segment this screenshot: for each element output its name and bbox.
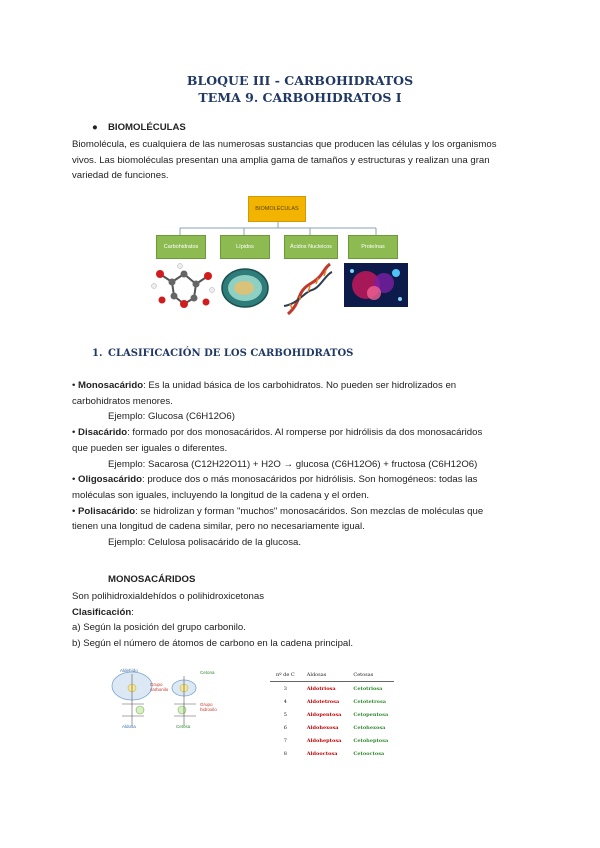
- aldosa-cell: Aldohexosa: [306, 724, 339, 731]
- term: Oligosacárido: [78, 474, 143, 486]
- term: Polisacárido: [78, 505, 136, 517]
- cetosa-cell: Cetotetrosa: [353, 698, 387, 705]
- lipid-image: [220, 264, 270, 310]
- monosacaridos-body: [72, 589, 502, 652]
- carbon-count-cell: 3: [283, 685, 287, 692]
- list-item-monosacarido: [72, 378, 500, 409]
- diagram-node-lipidos: Lípidos: [220, 235, 270, 259]
- list-item-disacarido: [72, 425, 500, 456]
- section-heading-monosacaridos: MONOSACÁRIDOS: [108, 574, 196, 585]
- diagram-node-proteinas: Proteínas: [348, 235, 398, 259]
- definition: : formado por dos monosacáridos. Al romperse por hidrólisis da dos monosacáridos que pueden ser iguales o diferentes.: [72, 427, 483, 454]
- example: Ejemplo: Glucosa (C6H12O6): [108, 411, 235, 423]
- diagram-node-carbohidratos: Carbohidratos: [156, 235, 206, 259]
- section-heading-clasificacion: CLASIFICACIÓN DE LOS CARBOHIDRATOS: [108, 348, 354, 359]
- term: Disacárido: [78, 427, 128, 439]
- carbon-count-cell: 5: [283, 711, 287, 718]
- aldosa-cell: Aldoheptosa: [306, 737, 342, 744]
- bullet-icon: ●: [92, 122, 98, 133]
- cetosa-cell: Cetotriosa: [353, 685, 383, 692]
- bullet-mark: •: [72, 505, 76, 517]
- biomoleculas-intro: Biomolécula, es cualquiera de las numerosas sustancias que producen las células y los organismos vivos. Las biomoléculas presentan una amplia gama de tamaños y estructuras y realizan una gran variedad de funciones.: [72, 139, 497, 182]
- carbonyl-figure-drawing: [104, 666, 254, 732]
- aldosa-cell: Aldopentosa: [306, 711, 342, 718]
- list-item-polisacarido: [72, 504, 500, 535]
- example: Ejemplo: Celulosa polisacárido de la glucosa.: [108, 537, 302, 549]
- section-number: 1.: [92, 348, 103, 359]
- definition-line: Son polihidroxialdehídos o polihidroxicetonas: [72, 591, 265, 602]
- table-row: [270, 734, 394, 747]
- table-row: [270, 721, 394, 734]
- carbonyl-figure: [104, 666, 254, 732]
- label-grupo-carbonilo: Grupo carbonilo: [150, 682, 169, 692]
- carbohydrate-molecule-image: [150, 262, 216, 312]
- table-row: [270, 708, 394, 721]
- definition: : se hidrolizan y forman "muchos" monosacáridos. Son mezclas de moléculas que tienen una longitud de cadena similar, pero no necesariamente igual.: [72, 505, 484, 533]
- cetosa-cell: Cetoheptosa: [353, 737, 389, 744]
- example: Ejemplo: Sacarosa (C12H22O11) + H2O → glucosa (C6H12O6) + fructosa (C6H12O6): [108, 458, 478, 470]
- protein-image: [344, 263, 408, 307]
- section-heading-biomoleculas: BIOMOLÉCULAS: [108, 122, 186, 133]
- table-header: nº de C: [276, 671, 295, 678]
- cetosa-cell: Cetooctosa: [353, 750, 385, 757]
- dna-image: [282, 262, 334, 318]
- bullet-mark: •: [72, 474, 76, 486]
- term: Monosacárido: [78, 380, 144, 391]
- carbon-count-cell: 8: [283, 750, 287, 757]
- aldosa-cell: Aldotriosa: [306, 685, 336, 692]
- criterion-b: b) Según el número de átomos de carbono en la cadena principal.: [72, 638, 354, 650]
- definition: : produce dos o más monosacáridos por hidrólisis. Son homogéneos: todas las moléculas son iguales, incluyendo la longitud de la cadena y el orden.: [72, 474, 478, 501]
- label-cetona: Cetona: [200, 670, 215, 675]
- carbon-count-table: [270, 668, 394, 760]
- clasificacion-list: [72, 378, 500, 551]
- colon: :: [131, 606, 134, 618]
- table-row: [270, 695, 394, 708]
- aldosa-cell: Aldooctosa: [306, 750, 338, 757]
- label-aldosa: Aldosa: [122, 724, 136, 729]
- carbon-count-cell: 6: [283, 724, 287, 731]
- bullet-mark: •: [72, 427, 76, 439]
- cetosa-cell: Cetohexosa: [353, 724, 386, 731]
- list-item-oligosacarido: [72, 472, 500, 503]
- label-grupo-hidroxilo: Grupo hidroxilo: [200, 702, 217, 712]
- clasificacion-term: Clasificación: [72, 606, 132, 618]
- aldosa-cell: Aldotetrosa: [306, 698, 340, 705]
- title-tema: TEMA 9. CARBOHIDRATOS I: [198, 90, 402, 105]
- carbon-count-cell: 7: [283, 737, 287, 744]
- diagram-node-acidos-nucleicos: Ácidos Nucleicos: [284, 235, 338, 259]
- carbon-count-cell: 4: [283, 698, 287, 705]
- bullet-mark: •: [72, 380, 76, 391]
- table-header: Cetosas: [353, 671, 374, 678]
- diagram-root: BIOMOLÉCULAS: [248, 196, 306, 222]
- table-header: Aldosas: [306, 671, 327, 678]
- table-row: [270, 682, 394, 696]
- title-bloque: BLOQUE III - CARBOHIDRATOS: [186, 73, 414, 88]
- criterion-a: a) Según la posición del grupo carbonilo.: [72, 622, 246, 634]
- definition: : Es la unidad básica de los carbohidratos. No pueden ser hidrolizados en carbohidratos menores.: [72, 380, 457, 407]
- label-cetosa: Cetosa: [176, 724, 191, 729]
- table-row: [270, 747, 394, 760]
- label-aldehido: Aldehído: [120, 668, 138, 673]
- cetosa-cell: Cetopentosa: [353, 711, 389, 718]
- clasificacion-label: [72, 605, 502, 621]
